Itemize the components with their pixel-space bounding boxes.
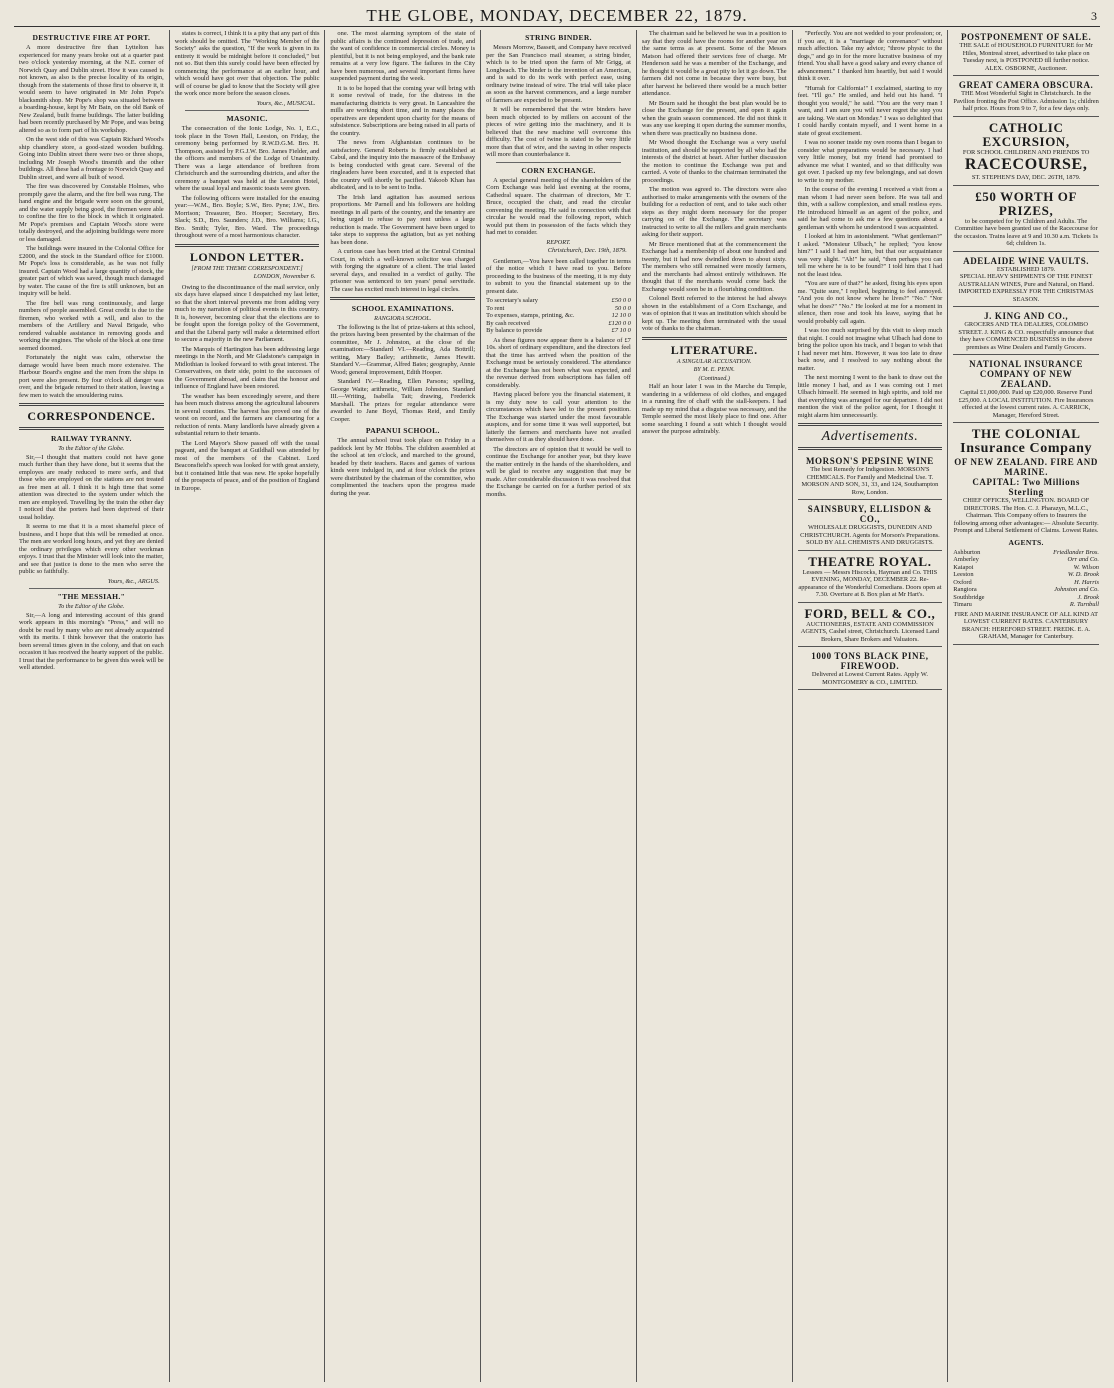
statement-line: By balance to provide £7 10 0	[486, 327, 631, 334]
story-paragraph: "You are sure of that?" he asked, fixing his eyes upon me. "Quite sure," I replied, beginning to feel annoyed. "And you do not know where he lives?" "No." "Nor what he does?" "No." He looked at me for a moment in silence, then rose and took his leave, saying that he would probably call again.	[797, 280, 943, 325]
ad-subtitle: FOR SCHOOL CHILDREN AND FRIENDS TO	[962, 148, 1090, 156]
divider	[185, 110, 310, 111]
story-paragraph: I was no sooner inside my own rooms than I began to consider what preparations would be necessary. I had very little money, but my friend had promised to advance me what I wanted, and so that difficulty was got over. I packed up my few belongings, and sat down to write to my mother.	[797, 139, 943, 184]
ad-title: 1000 TONS BLACK PINE, FIREWOOD.	[811, 651, 929, 671]
letter-signature: Yours, &c., MUSICAL.	[256, 99, 316, 107]
divider	[29, 588, 154, 589]
ad-title: POSTPONEMENT OF SALE.	[960, 32, 1092, 42]
ad-title: GREAT CAMERA OBSCURA.	[958, 80, 1094, 90]
ad-title: FORD, BELL & CO.,	[804, 605, 936, 621]
article-paragraph: Mr Wood thought the Exchange was a very useful institution, and should be supported by all who had the interests of the district at heart. After further discussion the motion to continue the Exchange was put and carried. A vote of thanks to the chairman terminated the proceedings.	[641, 139, 787, 184]
letter-paragraph: Sir,—A long and interesting account of this grand work appears in this morning's "Press," and will no doubt be read by many who are not already acquainted with its merits. I think however that the oratorio has been several times given in the colony, and that on each occasion it has received the hearty support of the public. I trust that the performance to be given this week will be well attended.	[19, 611, 164, 671]
article-paragraph: It will be remembered that the wire binders have been much objected to by millers on account of the pieces of wire getting into the machinery, and it is believed that the new machine will overcome this difficulty. The cost of twine is stated to be very little more than that of wire, and the saving in other respects will more than counterbalance it.	[486, 106, 631, 158]
masthead-title: THE GLOBE, MONDAY, DECEMBER 22, 1879.	[366, 6, 748, 25]
story-continued: (Continued.)	[698, 374, 730, 382]
ad-title: MORSON'S PEPSINE WINE	[805, 456, 934, 466]
article-paragraph: The news from Afghanistan continues to be satisfactory. General Roberts is firmly established at Cabul, and the inquiry into the massacre of the Embassy is being conducted with great care. Several of the ringleaders have been executed, and it is expected that the country will shortly be pacified. Yakoob Khan has abdicated, and is to be sent to India.	[330, 139, 476, 191]
letter-paragraph: It seems to me that it is a most shameful piece of business, and I hope that this will be remedied at once. The men are worked long hours, and yet they are denied the ordinary privileges which every other workman enjoys. I trust that the Minister will look into the matter, and see that justice is done to the men who serve the public so faithfully.	[19, 523, 164, 575]
article-paragraph: The following is the list of prize-takers at this school, the prizes having been presented by the chairman of the committee, Mr J. Johnston, at the close of the examination:—Standard VI.—Reading, Ada Bottrill; writing, Mary Bailey; arithmetic, James Hewitt. Standard V.—Grammar, Alfred Bates; geography, Annie Wood; general improvement, Edith Hooper.	[330, 323, 476, 376]
ad-big-title: RACECOURSE,	[964, 156, 1088, 173]
agents-headline: AGENTS.	[1008, 537, 1044, 547]
advertisement	[953, 254, 1099, 308]
advertisement	[953, 119, 1099, 186]
ad-title: J. KING AND CO.,	[984, 311, 1069, 321]
article-paragraph: The weather has been exceedingly severe, and there has been much distress among the agricultural labourers in several counties. The harvest has proved one of the worst on record, and the farmers are clamouring for a reduction of rents. Many landlords have already given a substantial return to their tenants.	[174, 392, 320, 437]
section-divider	[19, 427, 164, 430]
statement-line: To secretary's salary £50 0 0	[486, 297, 631, 304]
messiah-headline: "THE MESSIAH."	[57, 592, 126, 601]
story-byline: BY M. E. PENN.	[693, 366, 735, 373]
list-item: Southbridge J. Brook	[953, 593, 1099, 601]
article-paragraph: The motion was agreed to. The directors were also authorised to make arrangements with the owners of the building for a reduction of rent, and to take such other steps as they might deem necessary for the proper carrying on of the Exchange. The secretary was instructed to write to all the millers and grain merchants asking for their support.	[641, 186, 787, 238]
advertisement	[798, 605, 943, 648]
article-paragraph: one. The most alarming symptom of the state of public affairs is the continued depression of trade, and the want of confidence in commercial circles. Money is plentiful, but it is not being employed, and the bank rate remains at a very low figure. The failures in the City have been numerous, and several important firms have suspended payment during the week.	[330, 30, 476, 82]
story-paragraph: I was too much surprised by this visit to sleep much that night. I could not imagine what Ulbach had done to bring the police upon his track, and I began to wish that I had never met him. However, it was too late to draw back now, and I resolved to say nothing about the matter.	[797, 327, 943, 372]
story-paragraph: Half an hour later I was in the Marche du Temple, wandering in a wilderness of old clothes, and engaged in a running fire of chaff with the stall-keepers. I had made up my mind that a disguise was necessary, and the Temple seemed the most likely place to find one. After some searching I found a suit which I thought would answer the purpose admirably.	[641, 383, 787, 435]
statement-line: To rent 50 0 0	[486, 304, 631, 312]
article-paragraph: The following officers were installed for the ensuing year:—W.M., Bro. Boyle; S.W., Bro. Pyne; J.W., Bro. Morrison; Treasurer, Bro. Hooper; Secretary, Bro. Slack; S.D., Bro. Saunders; J.D., Bro. Williams; I.G., Bro. Smith; Tyler, Bro. Ward. The proceedings throughout were of a most harmonious character.	[174, 194, 320, 239]
article-paragraph: Owing to the discontinuance of the mail service, only six days have elapsed since I despatched my last letter, so that the short interval prevents me from adding very much to my narration of political events in this country. It is, however, becoming clear that the elections are to be fought upon the foreign policy of the Government, and that the Liberal party will make a determined effort to secure a majority in the new Parliament.	[174, 283, 320, 343]
article-paragraph: The fire bell was rung continuously, and large numbers of people assembled. Great credit is due to the firemen, who worked with a will, and also to the members of the Artillery and Naval Brigade, who rendered valuable assistance in removing goods and working the engines. The whole of the block at one time seemed doomed.	[19, 299, 164, 352]
advertisement	[953, 357, 1099, 423]
advertisement	[953, 425, 1099, 645]
london-letter-headline: LONDON LETTER.	[189, 249, 305, 264]
ad-body: CHIEF OFFICES, WELLINGTON. BOARD OF DIRECTORS. The Hon. C. J. Pharazyn, M.L.C., Chairman. This Company offers to Insurers the following among other advantages:— Absolute Security. Prompt and Liberal Settlement of Claims. Lowest Rates.	[953, 497, 1099, 534]
letter-paragraph: Sir,—I thought that matters could not have gone much further than they have done, but it seems that the employes are ready reduced to mere serfs, and that those who are employed on the stations are not treated as free men at all. I think it is high time that some attention was directed to the system under which the men are employed. Travelling by the train the other day I noticed that the porters had been deprived of their usual holiday.	[19, 453, 164, 521]
article-paragraph: Standard IV.—Reading, Ellen Parsons; spelling, George Waite; arithmetic, William Johnston. Standard III.—Writing, Isabella Tait; drawing, Frederick Marshall. The prizes for regular attendance were awarded to Jane Boyd, Thomas Reid, and Emily Cooper.	[330, 378, 476, 423]
story-paragraph: In the course of the evening I received a visit from a man whom I had never seen before. He was tall and thin, with a sallow complexion, and small restless eyes. He introduced himself as an agent of the police, and said he had come to ask me a few questions about a gentleman with whom he understood I was acquainted.	[797, 186, 943, 231]
column-4	[481, 30, 637, 1382]
story-paragraph: "Hurrah for California!" I exclaimed, starting to my feet. "I'll go." He smiled, and held out his hand. "I thought you would," he said. "You are the very man I want, and I am sure you will never regret the step you are taking. We start on Monday." I was so delighted that I could hardly contain myself, and I went home in a state of great excitement.	[797, 84, 943, 137]
page-number: 3	[1091, 9, 1098, 23]
ad-date: ST. STEPHEN'S DAY, DEC. 26TH, 1879.	[971, 174, 1081, 181]
ad-body: THE Most Wonderful Sight in Christchurch. In the Pavilion fronting the Post Office. Admission 1s; children half price. Hours from 9 to 7, for a few days only.	[953, 90, 1099, 112]
ad-body: to be competed for by Children and Adults. The Committee have been granted use of the Racecourse for the occasion. Trains leave at 9 and 10.30 a.m. Tickets 1s 6d; children 1s.	[954, 217, 1099, 247]
article-paragraph: The chairman said he believed he was in a position to say that they could have the rooms for another year on the same terms as at present. Some of the Messrs Matson had offered their services free of charge. Mr Henderson said he was a member of the Exchange, and he thought it would be a great pity to let it go down. The farmers did not come in because they were busy, but after harvest he believed there would be a much better attendance.	[641, 30, 787, 97]
article-paragraph: It is to be hoped that the coming year will bring with it some revival of trade, for the distress in the manufacturing districts is very great. In Lancashire the mills are working short time, and in many places the operatives are dependent upon charity for the means of subsistence. Subscriptions are being raised in all parts of the country.	[330, 84, 476, 137]
list-item: Rangiora Johnston and Co.	[953, 586, 1099, 593]
article-paragraph: A special general meeting of the shareholders of the Corn Exchange was held last evening at the rooms, Cathedral square. The chairman of directors, Mr T. Bruce, occupied the chair, and read the circular convening the meeting. He said in connection with that circular he would read the following report, which would put them in possession of the facts which they had met to consider.	[486, 176, 631, 236]
ad-body: Lessees — Messrs Hiscocks, Hayman and Co. THIS EVENING, MONDAY, DECEMBER 22. Re-appearance of the Wonderful Comedians. Doors open at 7.30. Overture at 8. Box plan at Mr Hart's.	[798, 568, 942, 598]
article-paragraph: The directors are of opinion that it would be well to continue the Exchange for another year, but they leave the matter entirely in the hands of the shareholders, and will be glad to receive any suggestion that may be made. After considerable discussion it was resolved that the Exchange be carried on for a further period of six months.	[486, 445, 631, 498]
advertisement	[798, 553, 943, 603]
literature-headline: LITERATURE.	[670, 342, 758, 357]
ad-title: ADELAIDE WINE VAULTS.	[963, 255, 1090, 266]
column-5	[637, 30, 793, 1382]
article-paragraph: The Lord Mayor's Show passed off with the usual pageant, and the banquet at Guildhall was attended by most of the members of the Cabinet. Lord Beaconsfield's speech was looked for with great anxiety, but it contained little that was new. He spoke hopefully of the prospects of peace, and of the position of England in Europe.	[174, 439, 320, 492]
article-paragraph: A more destructive fire than Lyttelton has experienced for many years broke out at a quarter past two o'clock yesterday morning, at the N.E. corner of Norwich Quay and Dublin street. How it was caused is not known, as also is the precise locality of its origin, though from the statements of those first to observe it, it would seem to have originated in Mr John Pope's blacksmith shop. Mr Pope's shop was situated between a boarding-house, kept by Mr Bain, on the old Bank of New Zealand, built frame buildings. The latter building had been recently purchased by Mr Pope, and was being altered so as to form part of his workshop.	[19, 44, 164, 134]
article-paragraph: Gentlemen,—You have been called together in terms of the notice which I have read to you. Before proceeding to the business of the meeting, it is my duty to submit to you the financial statement up to the present date.	[486, 257, 631, 295]
article-paragraph: A curious case has been tried at the Central Criminal Court, in which a well-known solicitor was charged with forging the signature of a client. The trial lasted several days, and resulted in a verdict of guilty. The prisoner was sentenced to ten years' penal servitude. The case has excited much interest in legal circles.	[330, 248, 476, 293]
letter-salutation: To the Editor of the Globe.	[58, 445, 125, 452]
statement-line: To expenses, stamps, printing, &c. 12 10 0	[486, 312, 631, 319]
ad-body: The best Remedy for Indigestion. MORSON'S CHEMICALS. For Family and Medicinal Use. T. MORSON AND SON, 31, 33, and 124, Southampton Row, London.	[801, 466, 939, 496]
article-paragraph: The Marquis of Hartington has been addressing large meetings in the North, and Mr Gladstone's campaign in Midlothian is looked forward to with great interest. The Conservatives, on their side, point to the successes of the Government abroad, and claim that the honour and influence of England have been restored.	[174, 345, 320, 390]
ad-body: Capital £1,000,000. Paid up £20,000. Reserve Fund £25,000. A LOCAL INSTITUTION. Fire Insurances effected at the lowest current rates. A. CARRICK, Manager, Hereford Street.	[958, 389, 1094, 419]
string-binder-headline: STRING BINDER.	[525, 33, 592, 42]
fire-headline: DESTRUCTIVE FIRE AT PORT.	[32, 33, 151, 42]
article-paragraph: The buildings were insured in the Colonial Office for £2000, and the stock in the Standard office for £1000. Mr Pope's loss is considerable, as he was not fully insured. Captain Wood had a large quantity of stock, the greater part of which was saved, though much damaged by water. The cause of the fire is still unknown, but an inquiry will be held.	[19, 245, 164, 297]
ad-title: £50 WORTH OF PRIZES,	[975, 188, 1078, 218]
advertisement	[953, 309, 1099, 355]
papanui-headline: PAPANUI SCHOOL.	[365, 426, 440, 435]
column-3	[325, 30, 481, 1382]
article-paragraph: states is correct, I think it is a pity that any part of this work should be omitted. The "Working Member of the Society" asks the question, "If the work is given in its entirety it would be midnight before it concluded," but not so. But then this surely could have been effected by commencing the performance at an earlier hour, and which would have got over that objection. The public will of course be glad to know that the Society will give the work once more before the season closes.	[174, 30, 320, 97]
ad-body: WHOLESALE DRUGGISTS, DUNEDIN AND CHRISTCHURCH. Agents for Morson's Preparations. SOLD BY ALL CHEMISTS AND DRUGGISTS.	[800, 524, 940, 546]
column-7	[948, 30, 1104, 1382]
article-paragraph: The fire was discovered by Constable Holmes, who promptly gave the alarm, and the fire bell was rung. The hand engine and the brigade were soon on the ground, and the water supply being good, the firemen were able to confine the fire to the block in which it originated. Mr Pope's premises and Captain Wood's store were totally destroyed, and the adjoining buildings were more or less damaged.	[19, 183, 164, 243]
article-paragraph: On the west side of this was Captain Richard Wood's ship chandlery store, a good-sized wooden building. Going into Dublin street there were two or three shops, including Mr Joseph Wood's tinsmith and the other buildings. All these had a frontage to Norwich Quay and Dublin street, and were all built of wood.	[19, 136, 164, 181]
letter-salutation: To the Editor of the Globe.	[58, 603, 125, 610]
list-item: Leeston W. D. Brook	[953, 571, 1099, 578]
article-paragraph: Mr Bruce mentioned that at the commencement the Exchange had a membership of about one hundred and twenty, but it had now dwindled down to about sixty. The members who still remained were mostly farmers, and the merchants had almost entirely withdrawn. He thought that if the merchants would come back the Exchange would soon be in a flourishing condition.	[641, 240, 787, 293]
list-item: Amberley Orr and Co.	[953, 556, 1099, 563]
newspaper-columns	[14, 30, 1104, 1382]
masthead	[14, 4, 1100, 27]
list-item: Kaiapoi W. Wilson	[953, 563, 1099, 571]
london-letter-byline: [FROM THE THEME CORRESPONDENT.]	[191, 264, 303, 272]
school-subheadline: RANGIORA SCHOOL.	[374, 315, 432, 322]
report-dateline: Christchurch, Dec. 19th, 1879.	[547, 247, 627, 254]
list-item: Ashburton Friedlander Bros.	[953, 548, 1099, 556]
ad-body: GROCERS AND TEA DEALERS, COLOMBO STREET. J. KING & CO. respectfully announce that they have COMMENCED BUSINESS in the above premises as Wine Dealers and Family Grocers.	[958, 321, 1094, 351]
advertisement	[798, 649, 943, 690]
ad-subtitle: OF NEW ZEALAND. FIRE AND MARINE.	[954, 457, 1098, 477]
section-divider	[19, 403, 164, 406]
ad-body: THE SALE of HOUSEHOLD FURNITURE for Mr Hiles, Montreal street, advertised to take place on Tuesday next, is POSTPONED till further notice. ALEX. OSBORNE, Auctioneer.	[959, 42, 1093, 72]
agents-list	[953, 549, 1099, 609]
ad-title: NATIONAL INSURANCE COMPANY OF NEW ZEALAND.	[969, 359, 1084, 389]
article-paragraph: Having placed before you the financial statement, it is my duty now to call your attention to the circumstances which have led to the present position. The Exchange was started under the most favourable auspices, and for some time it was well supported, but latterly the farmers and merchants have not availed themselves of it as they should have done.	[486, 391, 631, 443]
article-paragraph: The consecration of the Ionic Lodge, No. 1, E.C., took place in the Town Hall, Leeston, on Friday, the ceremony being performed by R.W.D.G.M. Bro. H. Thompson, assisted by P.G.J.W. Bro. James Fielder, and the officers and members of the Lodge of Unanimity. There was a large attendance of brethren from Christchurch and the surrounding districts, and after the ceremony a banquet was held at the Leeston Hotel, where the usual loyal and masonic toasts were given.	[174, 125, 320, 192]
ad-capital: CAPITAL: Two Millions Sterling	[972, 477, 1080, 497]
ad-body: SPECIAL HEAVY SHIPMENTS OF THE FINEST AUSTRALIAN WINES, Pure and Natural, on Hand. IMPORTED EXPRESSLY FOR THE CHRISTMAS SEASON.	[958, 273, 1094, 303]
article-paragraph: Mr Bourn said he thought the best plan would be to close the Exchange for the present, and open it again when the grain season commenced. He did not think it was any use keeping it open during the summer months, when there was practically no business done.	[641, 99, 787, 137]
article-paragraph: The Irish land agitation has assumed serious proportions. Mr Parnell and his followers are holding meetings in all parts of the country, and the tenantry are being urged to refuse to pay rent unless a large reduction is made. The Government have been urged to take steps to suppress the agitation, but as yet nothing has been done.	[330, 193, 476, 246]
ad-title: CATHOLIC EXCURSION,	[982, 119, 1070, 149]
article-paragraph: Messrs Morrow, Bassett, and Company have received per the San Francisco mail steamer, a string binder, which is to be tried upon the farm of Mr Grigg, at Longbeach. The binder is the invention of an American, and is said to do its work with perfect ease, using ordinary twine instead of wire. The trial will take place as soon as the harvest commences, and a large number of farmers are expected to be present.	[486, 44, 631, 104]
article-paragraph: As these figures now appear there is a balance of £7 10s. short of ordinary expenditure, and the directors feel that the time has arrived when the position of the Exchange must be seriously considered. The attendance at the Exchange has not been what was expected, and the revenue derived from subscriptions has fallen off considerably.	[486, 336, 631, 389]
article-paragraph: The annual school treat took place on Friday in a paddock lent by Mr Hobbs. The children assembled at the school at ten o'clock, and marched to the ground, headed by their teachers. Races and games of various kinds were indulged in, and at four o'clock the prizes were distributed by the chairman of the committee, who complimented the teachers upon the progress made during the year.	[330, 437, 476, 497]
story-title: A SINGULAR ACCUSATION.	[676, 357, 752, 365]
list-item: Timaru R. Turnbull	[953, 601, 1099, 608]
list-item: Oxford H. Harris	[953, 578, 1099, 586]
ad-body: AUCTIONEERS, ESTATE AND COMMISSION AGENTS, Cashel street, Christchurch. Licensed Land Brokers, Share Brokers and Valuators.	[800, 620, 940, 643]
divider	[496, 162, 621, 163]
section-divider	[798, 423, 943, 426]
letter-signature: Yours, &c., ARGUS.	[107, 577, 160, 585]
advertisement	[953, 188, 1099, 252]
ad-big-title: Insurance Company	[960, 441, 1093, 456]
ad-title: SAINSBURY, ELLISDON & CO.,	[807, 504, 933, 524]
advertisements-headline: Advertisements.	[821, 429, 919, 444]
corn-exchange-headline: CORN EXCHANGE.	[521, 165, 596, 175]
column-6	[793, 30, 949, 1382]
london-letter-dateline: LONDON, November 6.	[253, 273, 316, 280]
section-divider	[798, 447, 943, 450]
article-paragraph: Fortunately the night was calm, otherwise the damage would have been much more extensive. The Harbour Board's engine and the men from the ships in port were also present. By four o'clock all danger was over, and the brigade returned to their station, leaving a few men to watch the smouldering ruins.	[19, 354, 164, 399]
statement-line: By cash received £120 0 0	[486, 319, 631, 327]
advertisement	[798, 502, 943, 551]
article-paragraph: Colonel Brett referred to the interest he had always shown in the establishment of a Corn Exchange, and was of opinion that it was an institution which should be kept up. The meeting then terminated with the usual vote of thanks to the chairman.	[641, 295, 787, 332]
section-divider	[330, 297, 475, 300]
story-paragraph: The next morning I went to the bank to draw out the little money I had, and as I was coming out I met Ulbach himself. He seemed in high spirits, and told me that everything was arranged for our departure. I did not mention the visit of the police agent, for I thought it might alarm him unnecessarily.	[797, 374, 943, 419]
correspondence-headline: CORRESPONDENCE.	[27, 409, 156, 423]
section-divider	[175, 244, 320, 247]
ad-body: Delivered at Lowest Current Rates. Apply W. MONTGOMERY & CO., LIMITED.	[811, 671, 928, 686]
story-paragraph: "Perfectly. You are not wedded to your profession; or, if you are, it is a "marriage de convenance" without much affection. Take my advice; "throw physic to the dogs," and go in for the more lucrative business of my friend. You shall have a good salary and every chance of advancement." I thanked him heartily, but said I would think it over.	[797, 30, 943, 82]
advertisement	[798, 454, 943, 500]
story-paragraph: I looked at him in astonishment. "What gentleman?" I asked. "Monsieur Ulbach," he replied; "you know him?" I said I had met him, but that our acquaintance was very slight. "Ah!" he said, "then perhaps you can tell me where he is to be found?" I told him that I had not the least idea.	[797, 233, 943, 278]
advertisement	[953, 30, 1099, 76]
masonic-headline: MASONIC.	[226, 114, 268, 123]
ad-title: THEATRE ROYAL.	[808, 553, 932, 569]
section-divider	[642, 337, 787, 340]
advertisement	[953, 78, 1099, 117]
ad-body: FIRE AND MARINE INSURANCE OF ALL KIND AT LOWEST CURRENT RATES. CANTERBURY BRANCH: HEREFORD STREET. FREDK. E. A. GRAHAM, Manager for Canterbury.	[954, 610, 1098, 640]
report-subheadline: REPORT.	[546, 238, 571, 246]
school-exams-headline: SCHOOL EXAMINATIONS.	[351, 304, 454, 313]
ad-title: THE COLONIAL	[971, 426, 1081, 441]
railway-headline: RAILWAY TYRANNY.	[50, 434, 132, 443]
column-2	[170, 30, 326, 1382]
column-1	[14, 30, 170, 1382]
ad-subtitle: ESTABLISHED 1879.	[996, 265, 1056, 273]
financial-statement	[486, 297, 631, 335]
